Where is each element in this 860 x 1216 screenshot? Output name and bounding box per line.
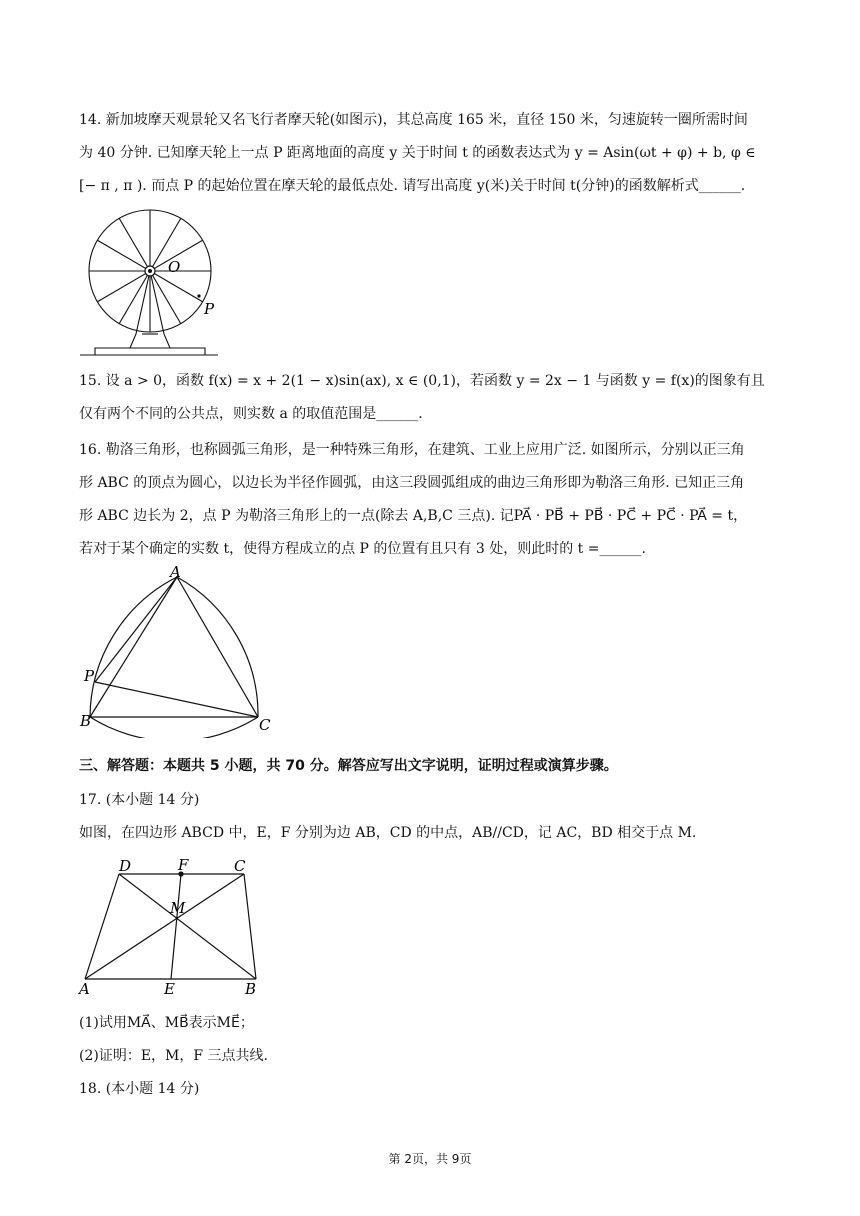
q14-line-2: 为 40 分钟. 已知摩天轮上一点 P 距离地面的高度 y 关于时间 t 的函数表达式为 y = Asin(ωt + φ) + b, φ ∈ (79, 145, 756, 161)
label-b: B (80, 712, 92, 730)
question-15 (79, 365, 784, 431)
label-e: E (164, 980, 175, 998)
q16-line-2: 形 ABC 的顶点为圆心，以边长为半径作圆弧，由这三段圆弧组成的曲边三角形即为勒洛三角形. 已知正三角 (79, 475, 745, 491)
question-17 (79, 784, 784, 850)
q17-title: 17. (本小题 14 分) (79, 792, 200, 808)
reuleaux-triangle-figure (78, 560, 278, 738)
q17-stem: 如图，在四边形 ABCD 中，E，F 分别为边 AB，CD 的中点，AB//CD，记 AC，BD 相交于点 M. (79, 825, 697, 841)
label-d: D (119, 857, 132, 875)
q15-line-1: 15. 设 a > 0，函数 f(x) = x + 2(1 − x)sin(ax), x ∈ (0,1)，若函数 y = 2x − 1 与函数 y = f(x)的图象有且 (79, 373, 765, 389)
label-a: A (170, 563, 181, 581)
trapezoid-figure (78, 852, 268, 998)
point-p-marker (197, 294, 200, 297)
q15-line-2: 仅有两个不同的公共点，则实数 a 的取值范围是______. (79, 406, 423, 422)
q16-line-1: 16. 勒洛三角形，也称圆弧三角形，是一种特殊三角形，在建筑、工业上应用广泛. 如图所示，分别以正三角 (79, 442, 745, 458)
section-3-heading (79, 750, 784, 783)
label-p: P (204, 300, 215, 318)
arc-bc (90, 717, 258, 738)
q16-line-3: 形 ABC 边长为 2，点 P 为勒洛三角形上的一点(除去 A,B,C 三点). 记PA⃗ · PB⃗ + PB⃗ · PC⃗ + PC⃗ · PA⃗ = t， (79, 508, 748, 524)
q14-line-1: 14. 新加坡摩天观景轮又名飞行者摩天轮(如图示)，其总高度 165 米，直径 150 米，匀速旋转一圈所需时间 (79, 112, 748, 128)
label-b: B (245, 980, 257, 998)
label-p: P (84, 667, 95, 685)
question-14 (79, 104, 784, 203)
ferris-wheel-figure (78, 208, 218, 360)
label-a: A (79, 980, 90, 998)
question-17-parts (79, 1007, 784, 1106)
q18-title: 18. (本小题 14 分) (79, 1081, 200, 1097)
question-16 (79, 434, 784, 566)
label-f: F (178, 856, 189, 874)
label-c: C (234, 857, 246, 875)
page-footer: 第 2页，共 9页 (388, 1152, 472, 1166)
q14-line-3: [− π , π ). 而点 P 的起始位置在摩天轮的最低点处. 请写出高度 y(米)关于时间 t(分钟)的函数解析式______. (79, 178, 746, 194)
label-m: M (170, 899, 186, 917)
section-3-text: 三、解答题：本题共 5 小题，共 70 分。解答应写出文字说明，证明过程或演算步骤。 (79, 758, 618, 774)
q17-part-1: (1)试用MA⃗、MB⃗表示ME⃗； (79, 1015, 254, 1031)
label-o: O (168, 258, 181, 276)
label-c: C (259, 716, 271, 734)
q17-part-2: (2)证明：E，M，F 三点共线. (79, 1048, 268, 1064)
q16-line-4: 若对于某个确定的实数 t，使得方程成立的点 P 的位置有且只有 3 处，则此时的 t =______. (79, 541, 646, 557)
